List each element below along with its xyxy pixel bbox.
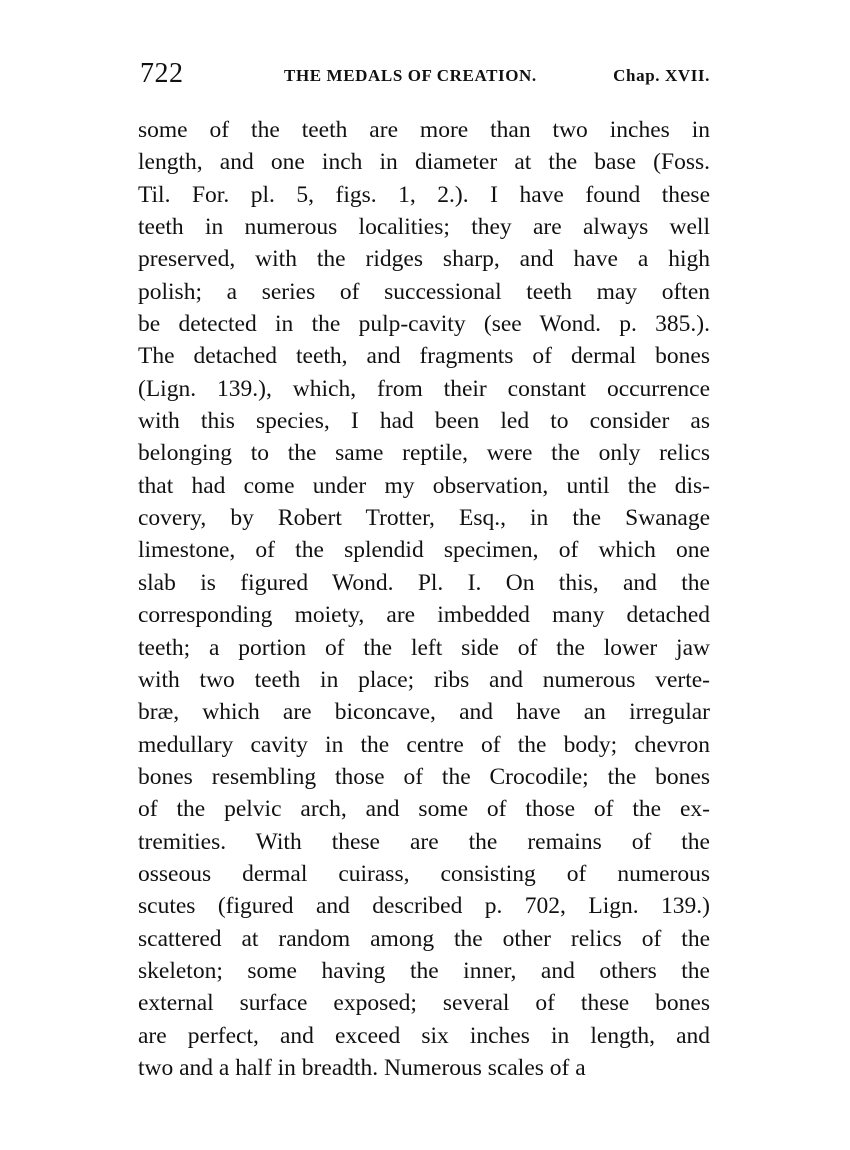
chapter-reference: Chap. XVII. xyxy=(613,66,710,85)
text-line: that had come under my observation, until the dis- xyxy=(138,472,710,499)
page-number: 722 xyxy=(140,58,184,89)
text-line: Til. For. pl. 5, figs. 1, 2.). I have found these xyxy=(138,181,710,208)
body-text xyxy=(138,114,710,1084)
text-line: belonging to the same reptile, were the only relics xyxy=(138,440,710,467)
text-line: skeleton; some having the inner, and others the xyxy=(138,957,710,984)
text-line: slab is figured Wond. Pl. I. On this, and the xyxy=(138,569,710,596)
text-line: (Lign. 139.), which, from their constant occurrence xyxy=(138,375,710,402)
text-line: of the pelvic arch, and some of those of the ex- xyxy=(138,796,710,823)
text-line: with this species, I had been led to consider as xyxy=(138,408,710,435)
running-title: THE MEDALS OF CREATION. xyxy=(284,66,537,85)
text-line: bones resembling those of the Crocodile; the bones xyxy=(138,763,710,790)
text-line: length, and one inch in diameter at the base (Foss. xyxy=(138,149,710,176)
text-line: with two teeth in place; ribs and numerous verte- xyxy=(138,666,710,693)
text-line: tremities. With these are the remains of the xyxy=(138,828,710,855)
text-line: two and a half in breadth. Numerous scales of a xyxy=(138,1054,586,1081)
text-line: teeth in numerous localities; they are always well xyxy=(138,214,710,241)
text-line: teeth; a portion of the left side of the lower jaw xyxy=(138,634,710,661)
text-line: osseous dermal cuirass, consisting of numerous xyxy=(138,860,710,887)
text-line: scattered at random among the other relics of the xyxy=(138,925,710,952)
text-line: external surface exposed; several of these bones xyxy=(138,990,710,1017)
text-line: bræ, which are biconcave, and have an irregular xyxy=(138,699,710,726)
running-header xyxy=(138,58,710,94)
text-line: preserved, with the ridges sharp, and have a high xyxy=(138,246,710,273)
text-line: corresponding moiety, are imbedded many detached xyxy=(138,602,710,629)
text-line: polish; a series of successional teeth may often xyxy=(138,278,710,305)
text-line: The detached teeth, and fragments of dermal bones xyxy=(138,343,710,370)
text-line: be detected in the pulp-cavity (see Wond. p. 385.). xyxy=(138,311,710,338)
text-line: covery, by Robert Trotter, Esq., in the Swanage xyxy=(138,505,710,532)
text-line: scutes (figured and described p. 702, Lign. 139.) xyxy=(138,893,710,920)
text-line: are perfect, and exceed six inches in length, and xyxy=(138,1022,710,1049)
text-line: some of the teeth are more than two inches in xyxy=(138,117,710,143)
text-line: medullary cavity in the centre of the body; chevron xyxy=(138,731,710,758)
text-line: limestone, of the splendid specimen, of which one xyxy=(138,537,710,564)
